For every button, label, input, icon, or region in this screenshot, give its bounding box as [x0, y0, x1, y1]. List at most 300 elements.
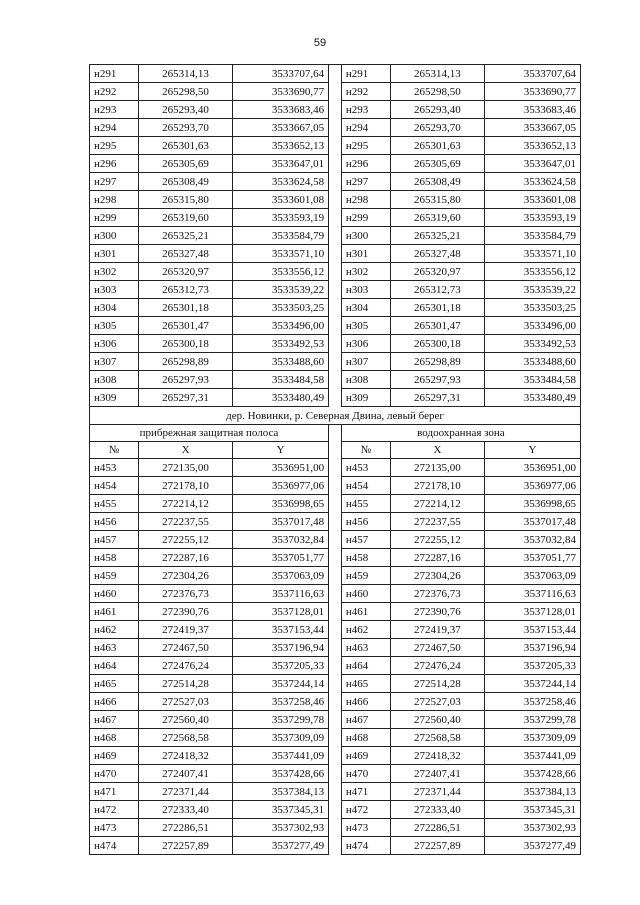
point-number: н464	[90, 657, 139, 675]
y-coordinate: 3537302,93	[233, 819, 329, 837]
column-gap	[329, 101, 342, 119]
right-zone-title: водоохранная зона	[341, 425, 580, 442]
y-coordinate: 3536977,06	[484, 477, 580, 495]
y-coordinate: 3537051,77	[233, 549, 329, 567]
x-coordinate: 265314,13	[390, 65, 484, 83]
x-coordinate: 272178,10	[390, 477, 484, 495]
y-coordinate: 3537205,33	[484, 657, 580, 675]
column-gap	[329, 603, 342, 621]
x-coordinate: 272257,89	[390, 837, 484, 855]
point-number: н464	[341, 657, 390, 675]
column-gap	[329, 389, 342, 407]
header-y: Y	[484, 442, 580, 459]
y-coordinate: 3533690,77	[233, 83, 329, 101]
table-row	[90, 389, 581, 407]
point-number: н462	[90, 621, 139, 639]
x-coordinate: 272419,37	[139, 621, 233, 639]
table-row	[90, 531, 581, 549]
point-number: н457	[341, 531, 390, 549]
y-coordinate: 3533707,64	[233, 65, 329, 83]
x-coordinate: 265312,73	[139, 281, 233, 299]
y-coordinate: 3537205,33	[233, 657, 329, 675]
y-coordinate: 3537299,78	[233, 711, 329, 729]
table-row	[90, 477, 581, 495]
point-number: н460	[341, 585, 390, 603]
y-coordinate: 3537196,94	[484, 639, 580, 657]
x-coordinate: 272390,76	[139, 603, 233, 621]
point-number: н461	[341, 603, 390, 621]
x-coordinate: 272304,26	[139, 567, 233, 585]
x-coordinate: 265325,21	[139, 227, 233, 245]
header-number: №	[341, 442, 390, 459]
point-number: н455	[90, 495, 139, 513]
x-coordinate: 265298,89	[139, 353, 233, 371]
y-coordinate: 3536951,00	[484, 459, 580, 477]
point-number: н474	[341, 837, 390, 855]
y-coordinate: 3533647,01	[484, 155, 580, 173]
x-coordinate: 265298,50	[139, 83, 233, 101]
x-coordinate: 272407,41	[139, 765, 233, 783]
table-row	[90, 549, 581, 567]
column-gap	[329, 65, 342, 83]
y-coordinate: 3536951,00	[233, 459, 329, 477]
point-number: н455	[341, 495, 390, 513]
x-coordinate: 272304,26	[390, 567, 484, 585]
x-coordinate: 265319,60	[390, 209, 484, 227]
x-coordinate: 272419,37	[390, 621, 484, 639]
table-row	[90, 299, 581, 317]
y-coordinate: 3537345,31	[233, 801, 329, 819]
point-number: н300	[90, 227, 139, 245]
table-row	[90, 639, 581, 657]
point-number: н454	[341, 477, 390, 495]
column-gap	[329, 137, 342, 155]
x-coordinate: 272237,55	[139, 513, 233, 531]
y-coordinate: 3537032,84	[484, 531, 580, 549]
point-number: н470	[90, 765, 139, 783]
y-coordinate: 3533667,05	[233, 119, 329, 137]
column-gap	[329, 549, 342, 567]
point-number: н306	[341, 335, 390, 353]
x-coordinate: 265298,89	[390, 353, 484, 371]
table-row	[90, 585, 581, 603]
column-gap	[329, 657, 342, 675]
point-number: н292	[90, 83, 139, 101]
x-coordinate: 272376,73	[139, 585, 233, 603]
point-number: н473	[90, 819, 139, 837]
column-gap	[329, 837, 342, 855]
point-number: н468	[341, 729, 390, 747]
y-coordinate: 3533584,79	[484, 227, 580, 245]
point-number: н462	[341, 621, 390, 639]
table-row	[90, 621, 581, 639]
table-row	[90, 245, 581, 263]
point-number: н307	[90, 353, 139, 371]
x-coordinate: 272560,40	[139, 711, 233, 729]
x-coordinate: 265315,80	[139, 191, 233, 209]
point-number: н458	[90, 549, 139, 567]
point-number: н463	[90, 639, 139, 657]
x-coordinate: 272237,55	[390, 513, 484, 531]
header-y: Y	[233, 442, 329, 459]
x-coordinate: 265325,21	[390, 227, 484, 245]
y-coordinate: 3537153,44	[484, 621, 580, 639]
header-x: X	[139, 442, 233, 459]
x-coordinate: 272527,03	[390, 693, 484, 711]
x-coordinate: 265314,13	[139, 65, 233, 83]
x-coordinate: 265327,48	[139, 245, 233, 263]
point-number: н470	[341, 765, 390, 783]
point-number: н459	[90, 567, 139, 585]
y-coordinate: 3533683,46	[233, 101, 329, 119]
page-number: 59	[313, 37, 327, 49]
x-coordinate: 272135,00	[139, 459, 233, 477]
y-coordinate: 3533556,12	[233, 263, 329, 281]
point-number: н304	[90, 299, 139, 317]
table-row	[90, 567, 581, 585]
point-number: н305	[341, 317, 390, 335]
y-coordinate: 3537051,77	[484, 549, 580, 567]
y-coordinate: 3533480,49	[484, 389, 580, 407]
y-coordinate: 3533707,64	[484, 65, 580, 83]
column-gap	[329, 639, 342, 657]
column-gap	[329, 621, 342, 639]
y-coordinate: 3533624,58	[233, 173, 329, 191]
x-coordinate: 265301,47	[139, 317, 233, 335]
point-number: н303	[341, 281, 390, 299]
y-coordinate: 3533492,53	[233, 335, 329, 353]
table-row	[90, 137, 581, 155]
column-gap	[329, 765, 342, 783]
x-coordinate: 265305,69	[139, 155, 233, 173]
x-coordinate: 272255,12	[139, 531, 233, 549]
x-coordinate: 265301,63	[390, 137, 484, 155]
table-row	[90, 209, 581, 227]
x-coordinate: 265300,18	[390, 335, 484, 353]
column-gap	[329, 459, 342, 477]
y-coordinate: 3533496,00	[484, 317, 580, 335]
point-number: н469	[90, 747, 139, 765]
point-number: н454	[90, 477, 139, 495]
point-number: н467	[90, 711, 139, 729]
y-coordinate: 3533503,25	[484, 299, 580, 317]
x-coordinate: 272467,50	[390, 639, 484, 657]
table-row	[90, 693, 581, 711]
coordinates-block-2	[90, 459, 581, 855]
y-coordinate: 3533584,79	[233, 227, 329, 245]
y-coordinate: 3533601,08	[484, 191, 580, 209]
point-number: н307	[341, 353, 390, 371]
x-coordinate: 265293,40	[139, 101, 233, 119]
y-coordinate: 3537017,48	[233, 513, 329, 531]
x-coordinate: 272467,50	[139, 639, 233, 657]
y-coordinate: 3537277,49	[233, 837, 329, 855]
point-number: н309	[341, 389, 390, 407]
point-number: н302	[90, 263, 139, 281]
table-row	[90, 83, 581, 101]
y-coordinate: 3537384,13	[484, 783, 580, 801]
y-coordinate: 3536998,65	[484, 495, 580, 513]
y-coordinate: 3533683,46	[484, 101, 580, 119]
y-coordinate: 3536977,06	[233, 477, 329, 495]
x-coordinate: 272287,16	[390, 549, 484, 567]
table-row	[90, 747, 581, 765]
y-coordinate: 3533667,05	[484, 119, 580, 137]
x-coordinate: 265319,60	[139, 209, 233, 227]
point-number: н472	[341, 801, 390, 819]
point-number: н299	[341, 209, 390, 227]
point-number: н308	[341, 371, 390, 389]
table-row	[90, 353, 581, 371]
column-gap	[329, 585, 342, 603]
point-number: н465	[90, 675, 139, 693]
x-coordinate: 265301,47	[390, 317, 484, 335]
column-gap	[329, 513, 342, 531]
column-gap	[329, 729, 342, 747]
point-number: н304	[341, 299, 390, 317]
point-number: н301	[90, 245, 139, 263]
y-coordinate: 3537309,09	[484, 729, 580, 747]
point-number: н466	[90, 693, 139, 711]
y-coordinate: 3533539,22	[484, 281, 580, 299]
x-coordinate: 272476,24	[390, 657, 484, 675]
x-coordinate: 265308,49	[139, 173, 233, 191]
point-number: н305	[90, 317, 139, 335]
y-coordinate: 3537258,46	[233, 693, 329, 711]
point-number: н298	[341, 191, 390, 209]
x-coordinate: 272418,32	[390, 747, 484, 765]
x-coordinate: 272418,32	[139, 747, 233, 765]
point-number: н295	[341, 137, 390, 155]
y-coordinate: 3533539,22	[233, 281, 329, 299]
point-number: н467	[341, 711, 390, 729]
x-coordinate: 265298,50	[390, 83, 484, 101]
y-coordinate: 3537017,48	[484, 513, 580, 531]
table-row	[90, 819, 581, 837]
point-number: н297	[341, 173, 390, 191]
point-number: н456	[341, 513, 390, 531]
point-number: н309	[90, 389, 139, 407]
y-coordinate: 3537302,93	[484, 819, 580, 837]
point-number: н468	[90, 729, 139, 747]
x-coordinate: 272407,41	[390, 765, 484, 783]
point-number: н291	[90, 65, 139, 83]
x-coordinate: 265305,69	[390, 155, 484, 173]
point-number: н471	[341, 783, 390, 801]
column-gap	[329, 317, 342, 335]
x-coordinate: 272135,00	[390, 459, 484, 477]
coordinates-table	[89, 64, 581, 855]
point-number: н461	[90, 603, 139, 621]
y-coordinate: 3533484,58	[484, 371, 580, 389]
y-coordinate: 3537441,09	[484, 747, 580, 765]
point-number: н473	[341, 819, 390, 837]
column-gap	[329, 675, 342, 693]
x-coordinate: 265301,18	[139, 299, 233, 317]
column-gap	[329, 209, 342, 227]
y-coordinate: 3537032,84	[233, 531, 329, 549]
y-coordinate: 3537128,01	[233, 603, 329, 621]
point-number: н457	[90, 531, 139, 549]
column-gap	[329, 477, 342, 495]
column-gap	[329, 119, 342, 137]
y-coordinate: 3533556,12	[484, 263, 580, 281]
x-coordinate: 272376,73	[390, 585, 484, 603]
x-coordinate: 272514,28	[390, 675, 484, 693]
table-row	[90, 495, 581, 513]
y-coordinate: 3537277,49	[484, 837, 580, 855]
point-number: н306	[90, 335, 139, 353]
point-number: н296	[341, 155, 390, 173]
x-coordinate: 272527,03	[139, 693, 233, 711]
point-number: н302	[341, 263, 390, 281]
column-gap	[329, 353, 342, 371]
y-coordinate: 3533601,08	[233, 191, 329, 209]
table-row	[90, 657, 581, 675]
x-coordinate: 265308,49	[390, 173, 484, 191]
y-coordinate: 3533480,49	[233, 389, 329, 407]
x-coordinate: 265297,93	[390, 371, 484, 389]
y-coordinate: 3533652,13	[484, 137, 580, 155]
column-gap	[329, 747, 342, 765]
x-coordinate: 265293,70	[390, 119, 484, 137]
y-coordinate: 3537428,66	[484, 765, 580, 783]
y-coordinate: 3533593,19	[484, 209, 580, 227]
table-row	[90, 513, 581, 531]
table-row	[90, 603, 581, 621]
header-number: №	[90, 442, 139, 459]
y-coordinate: 3533652,13	[233, 137, 329, 155]
point-number: н293	[90, 101, 139, 119]
y-coordinate: 3533647,01	[233, 155, 329, 173]
point-number: н459	[341, 567, 390, 585]
column-gap	[329, 227, 342, 245]
table-row	[90, 263, 581, 281]
x-coordinate: 265293,70	[139, 119, 233, 137]
column-gap	[329, 245, 342, 263]
column-gap	[329, 371, 342, 389]
y-coordinate: 3533503,25	[233, 299, 329, 317]
y-coordinate: 3537063,09	[233, 567, 329, 585]
point-number: н298	[90, 191, 139, 209]
section-title: дер. Новинки, р. Северная Двина, левый берег	[90, 407, 581, 425]
x-coordinate: 272371,44	[390, 783, 484, 801]
y-coordinate: 3537258,46	[484, 693, 580, 711]
x-coordinate: 265293,40	[390, 101, 484, 119]
y-coordinate: 3533492,53	[484, 335, 580, 353]
header-x: X	[390, 442, 484, 459]
table-row	[90, 729, 581, 747]
column-gap	[329, 495, 342, 513]
point-number: н297	[90, 173, 139, 191]
column-gap	[329, 442, 342, 459]
x-coordinate: 265320,97	[390, 263, 484, 281]
table-row	[90, 765, 581, 783]
y-coordinate: 3533488,60	[233, 353, 329, 371]
column-gap	[329, 263, 342, 281]
point-number: н291	[341, 65, 390, 83]
x-coordinate: 272568,58	[139, 729, 233, 747]
point-number: н301	[341, 245, 390, 263]
table-row	[90, 317, 581, 335]
column-gap	[329, 425, 342, 442]
x-coordinate: 272178,10	[139, 477, 233, 495]
x-coordinate: 265312,73	[390, 281, 484, 299]
x-coordinate: 272333,40	[139, 801, 233, 819]
x-coordinate: 272287,16	[139, 549, 233, 567]
x-coordinate: 272390,76	[390, 603, 484, 621]
y-coordinate: 3537428,66	[233, 765, 329, 783]
y-coordinate: 3537153,44	[233, 621, 329, 639]
table-row	[90, 711, 581, 729]
point-number: н308	[90, 371, 139, 389]
x-coordinate: 272371,44	[139, 783, 233, 801]
point-number: н292	[341, 83, 390, 101]
x-coordinate: 272568,58	[390, 729, 484, 747]
x-coordinate: 272286,51	[390, 819, 484, 837]
x-coordinate: 272560,40	[390, 711, 484, 729]
table-row	[90, 191, 581, 209]
column-gap	[329, 531, 342, 549]
x-coordinate: 265320,97	[139, 263, 233, 281]
x-coordinate: 265315,80	[390, 191, 484, 209]
point-number: н294	[90, 119, 139, 137]
point-number: н472	[90, 801, 139, 819]
y-coordinate: 3537128,01	[484, 603, 580, 621]
y-coordinate: 3537063,09	[484, 567, 580, 585]
y-coordinate: 3533488,60	[484, 353, 580, 371]
x-coordinate: 272255,12	[390, 531, 484, 549]
y-coordinate: 3536998,65	[233, 495, 329, 513]
table-row	[90, 65, 581, 83]
table-row	[90, 173, 581, 191]
point-number: н469	[341, 747, 390, 765]
table-row	[90, 675, 581, 693]
table-row	[90, 335, 581, 353]
column-gap	[329, 711, 342, 729]
y-coordinate: 3537441,09	[233, 747, 329, 765]
point-number: н458	[341, 549, 390, 567]
x-coordinate: 272333,40	[390, 801, 484, 819]
x-coordinate: 272476,24	[139, 657, 233, 675]
x-coordinate: 272514,28	[139, 675, 233, 693]
left-zone-title: прибрежная защитная полоса	[90, 425, 329, 442]
table-row	[90, 119, 581, 137]
table-row	[90, 801, 581, 819]
y-coordinate: 3537309,09	[233, 729, 329, 747]
point-number: н453	[90, 459, 139, 477]
table-row	[90, 155, 581, 173]
column-gap	[329, 281, 342, 299]
point-number: н303	[90, 281, 139, 299]
point-number: н293	[341, 101, 390, 119]
column-gap	[329, 783, 342, 801]
column-gap	[329, 693, 342, 711]
column-gap	[329, 191, 342, 209]
column-gap	[329, 335, 342, 353]
y-coordinate: 3537384,13	[233, 783, 329, 801]
x-coordinate: 272214,12	[139, 495, 233, 513]
y-coordinate: 3533690,77	[484, 83, 580, 101]
point-number: н466	[341, 693, 390, 711]
x-coordinate: 265301,18	[390, 299, 484, 317]
table-row	[90, 783, 581, 801]
column-gap	[329, 299, 342, 317]
point-number: н295	[90, 137, 139, 155]
y-coordinate: 3533624,58	[484, 173, 580, 191]
point-number: н465	[341, 675, 390, 693]
point-number: н299	[90, 209, 139, 227]
